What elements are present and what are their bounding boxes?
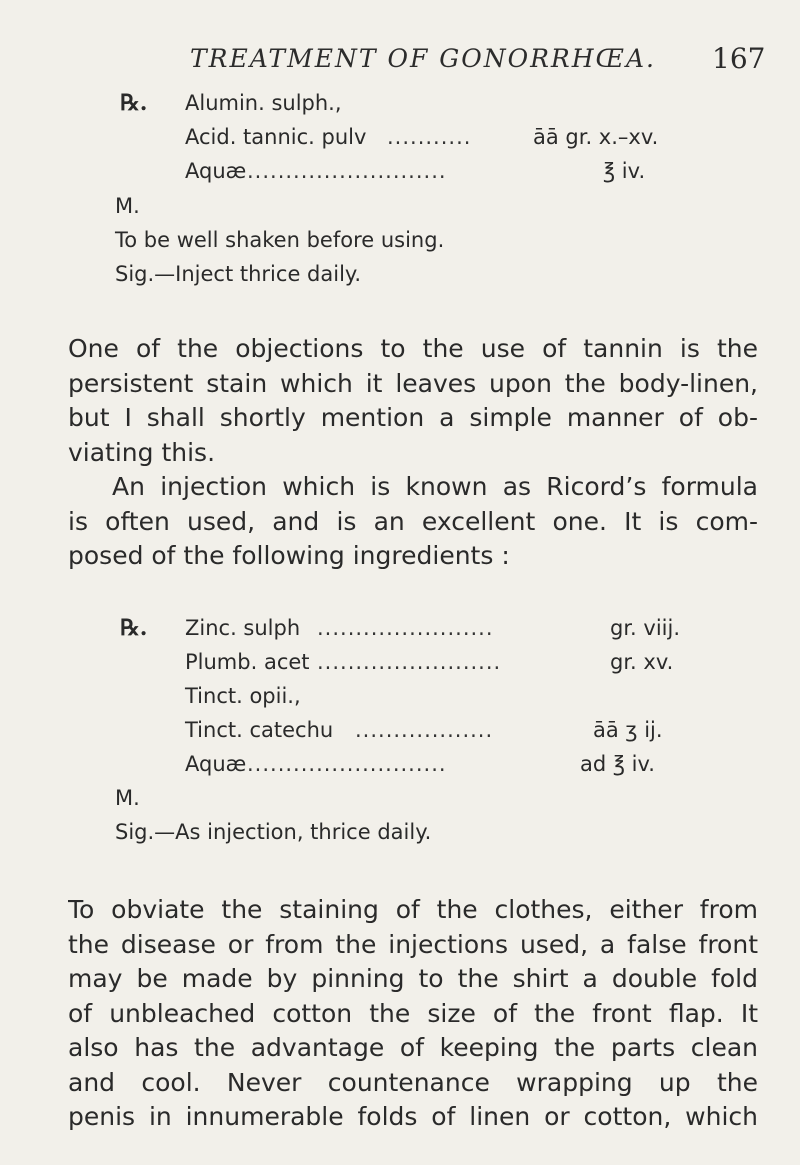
- text-line: penis in innumerable folds of linen or cotton, which: [68, 1102, 758, 1131]
- page-number: 167: [712, 42, 766, 75]
- dose: āā gr. x.–xv.: [533, 125, 659, 149]
- leader-dots: ..................: [355, 718, 494, 742]
- text-line: viating this.: [68, 437, 216, 467]
- text-line: An injection which is known as Ricord’s formula: [112, 472, 758, 501]
- rx-note: To be well shaken before using.: [115, 228, 445, 252]
- mix-label: M.: [115, 786, 140, 810]
- dose: gr. viij.: [610, 616, 680, 640]
- mix-label: M.: [115, 194, 140, 218]
- rx-symbol: ℞.: [120, 90, 148, 116]
- text-line: To obviate the staining of the clothes, either from: [68, 895, 758, 924]
- text-line: also has the advantage of keeping the parts clean: [68, 1033, 758, 1062]
- rx1-line-2: [185, 120, 705, 154]
- running-title: TREATMENT OF GONORRHŒA.: [190, 44, 656, 73]
- text-line: may be made by pinning to the shirt a double fold: [68, 964, 758, 993]
- rx2-line-5: [185, 747, 705, 781]
- leader-dots: ........................: [317, 650, 502, 674]
- ingredient: Aquæ: [185, 159, 247, 183]
- leader-dots: ..........................: [247, 752, 447, 776]
- rx2-line-1: [120, 611, 705, 645]
- text-line: persistent stain which it leaves upon the body-linen,: [68, 368, 758, 398]
- ingredient: Plumb. acet: [185, 650, 310, 674]
- rx2-line-4: [185, 713, 705, 747]
- leader-dots: ...........: [387, 125, 472, 149]
- ingredient: Tinct. catechu: [185, 718, 334, 742]
- text-line: posed of the following ingredients :: [68, 541, 510, 570]
- paragraph-2: [68, 893, 758, 1135]
- rx-symbol: ℞.: [120, 615, 148, 641]
- dose: gr. xv.: [610, 650, 674, 674]
- text-line: but I shall shortly mention a simple manner of ob-: [68, 403, 758, 432]
- page-header: [0, 42, 800, 88]
- dose: ad ℥ iv.: [580, 752, 655, 776]
- rx-signa: Sig.—As injection, thrice daily.: [115, 820, 432, 844]
- ingredient: Alumin. sulph.,: [185, 91, 342, 115]
- leader-dots: ..........................: [247, 159, 447, 183]
- text-line: the disease or from the injections used, a false front: [68, 929, 758, 959]
- rx1-line-1: [120, 86, 705, 120]
- ingredient: Zinc. sulph: [185, 616, 301, 640]
- ingredient: Aquæ: [185, 752, 247, 776]
- text-line: and cool. Never countenance wrapping up the: [68, 1067, 758, 1097]
- rx-signa: Sig.—Inject thrice daily.: [115, 262, 362, 286]
- ingredient: Tinct. opii.,: [185, 684, 301, 708]
- ingredient: Acid. tannic. pulv: [185, 125, 367, 149]
- paragraph-1: [68, 332, 758, 574]
- dose: āā ʒ ij.: [593, 718, 663, 742]
- text-line: One of the objections to the use of tannin is the: [68, 334, 758, 363]
- dose: ℥ iv.: [603, 159, 646, 183]
- text-line: is often used, and is an excellent one. It is com-: [68, 506, 758, 536]
- rx1-line-3: [185, 154, 705, 188]
- rx2-line-3: [185, 679, 705, 713]
- leader-dots: .......................: [317, 616, 494, 640]
- rx2-line-2: [185, 645, 705, 679]
- text-line: of unbleached cotton the size of the front flap. It: [68, 998, 758, 1028]
